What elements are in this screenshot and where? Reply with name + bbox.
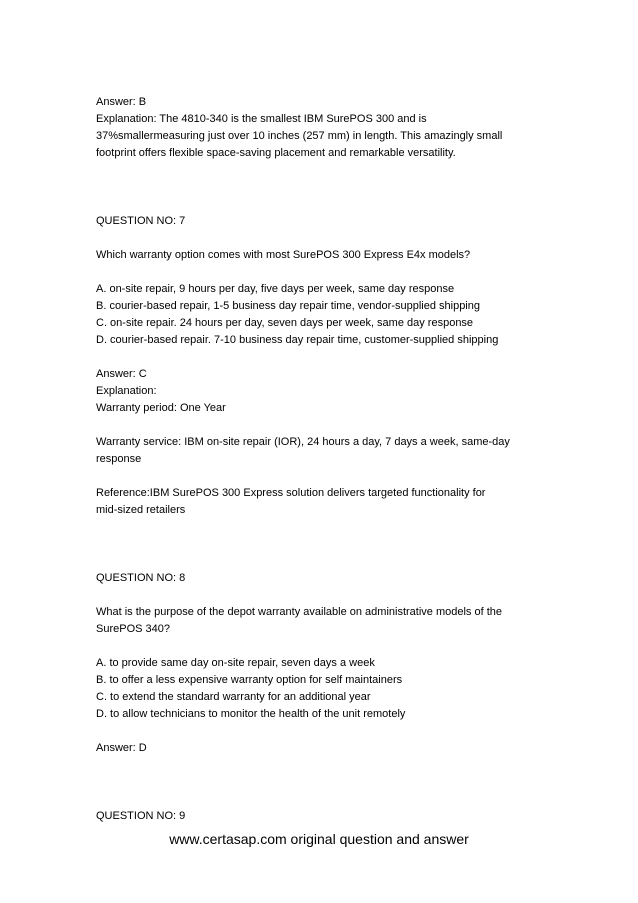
q7-reference-line: Reference:IBM SurePOS 300 Express solution delivers targeted functionality for [96, 487, 486, 499]
question-7 [96, 213, 566, 519]
q7-option-d: D. courier-based repair. 7-10 business day repair time, customer-supplied shipping [96, 334, 499, 346]
q8-option-b: B. to offer a less expensive warranty option for self maintainers [96, 674, 403, 686]
question-9 [96, 808, 566, 825]
q7-option-c: C. on-site repair. 24 hours per day, seven days per week, same day response [96, 317, 474, 329]
q7-question-text: Which warranty option comes with most SurePOS 300 Express E4x models? [96, 249, 471, 261]
q7-warranty-period: Warranty period: One Year [96, 402, 226, 414]
q6-explanation-line: footprint offers flexible space-saving placement and remarkable versatility. [96, 147, 456, 159]
question-8 [96, 570, 566, 757]
q9-heading: QUESTION NO: 9 [96, 810, 186, 822]
q7-option-a: A. on-site repair, 9 hours per day, five days per week, same day response [96, 283, 455, 295]
q8-answer: Answer: D [96, 742, 147, 754]
q7-heading: QUESTION NO: 7 [96, 215, 186, 227]
q8-option-a: A. to provide same day on-site repair, seven days a week [96, 657, 375, 669]
q7-warranty-service-line: response [96, 453, 142, 465]
q8-option-c: C. to extend the standard warranty for an additional year [96, 691, 371, 703]
document-body [96, 94, 566, 825]
page-footer: www.certasap.com original question and answer [169, 831, 469, 847]
q8-question-text: What is the purpose of the depot warranty available on administrative models of the [96, 606, 503, 618]
q7-warranty-service-line: Warranty service: IBM on-site repair (IOR), 24 hours a day, 7 days a week, same-day [96, 436, 510, 448]
q7-explanation-label: Explanation: [96, 385, 157, 397]
q7-option-b: B. courier-based repair, 1-5 business day repair time, vendor-supplied shipping [96, 300, 480, 312]
q6-explanation-line: Explanation: The 4810-340 is the smallest IBM SurePOS 300 and is [96, 113, 427, 125]
q6-answer-block [96, 94, 566, 162]
q8-option-d: D. to allow technicians to monitor the health of the unit remotely [96, 708, 406, 720]
q6-explanation-line: 37%smallermeasuring just over 10 inches (257 mm) in length. This amazingly small [96, 130, 503, 142]
q6-answer: Answer: B [96, 96, 147, 108]
q8-question-text: SurePOS 340? [96, 623, 170, 635]
q8-heading: QUESTION NO: 8 [96, 572, 186, 584]
q7-reference-line: mid-sized retailers [96, 504, 186, 516]
q7-answer: Answer: C [96, 368, 147, 380]
